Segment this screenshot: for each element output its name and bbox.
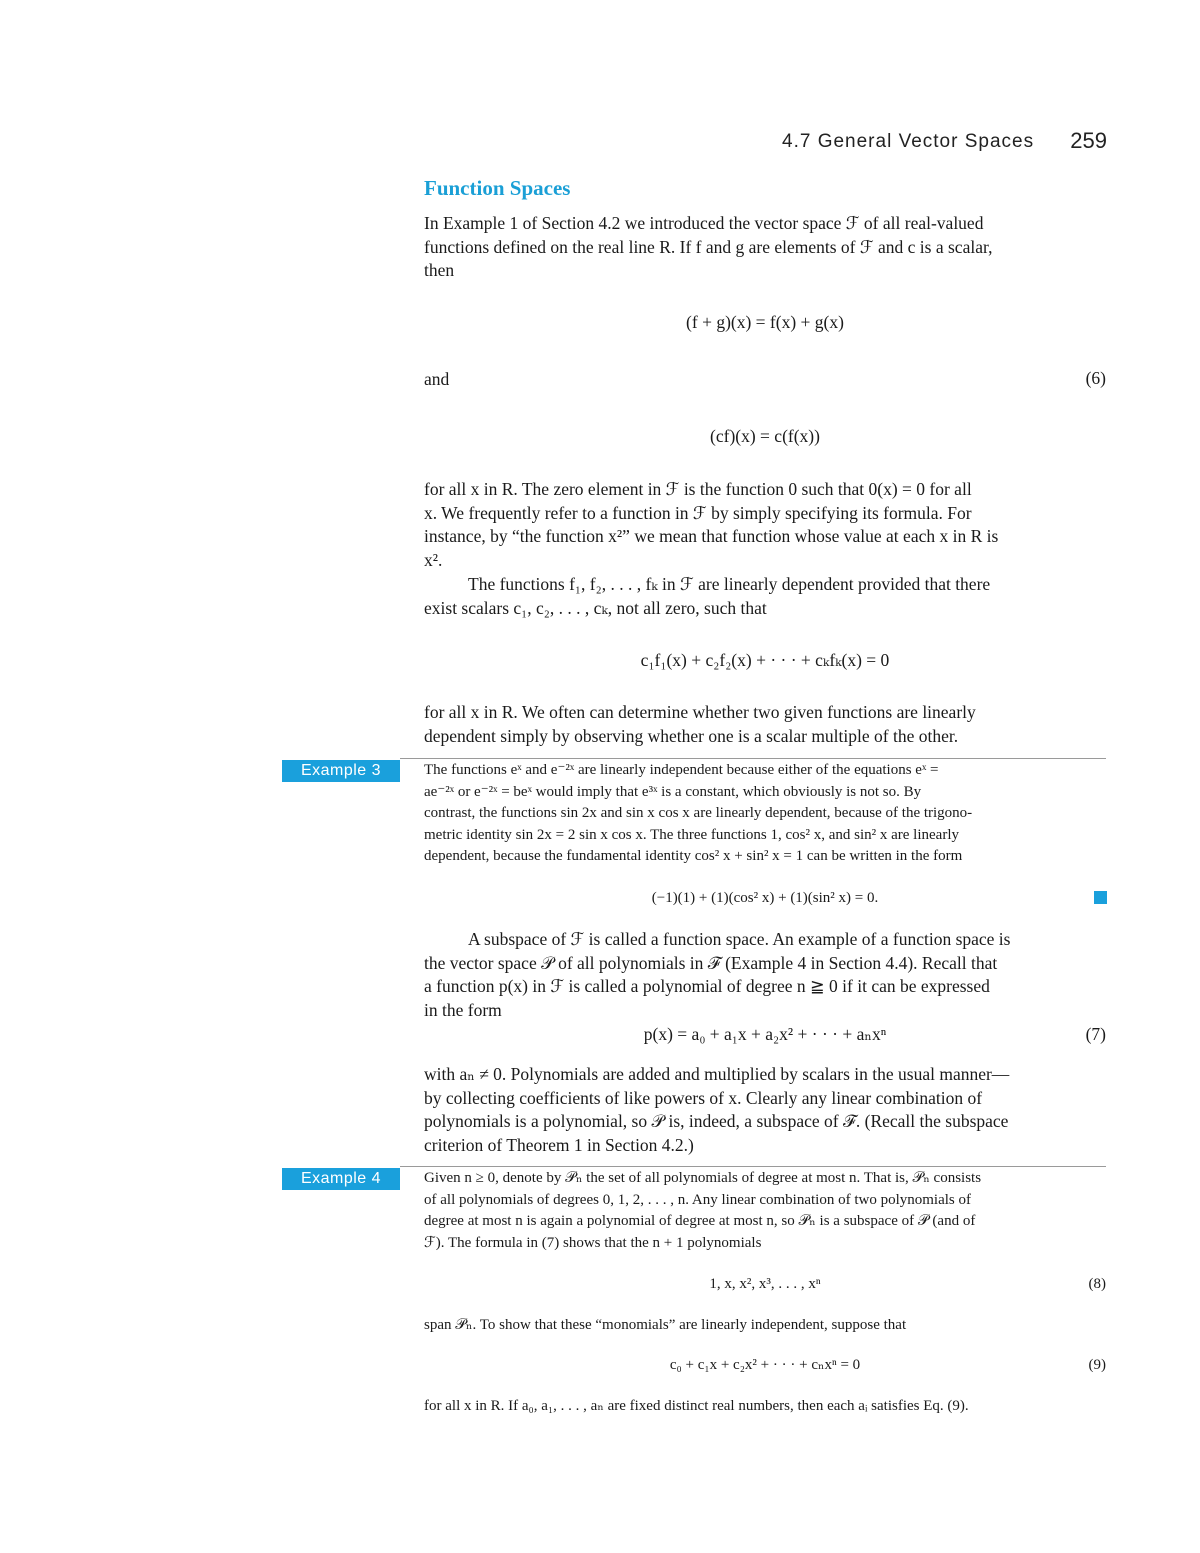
dependence-paragraph <box>424 573 1106 620</box>
span-line: span 𝒫ₙ. To show that these “monomials” are linearly independent, suppose that <box>424 1317 907 1333</box>
text-line: functions defined on the real line R. If f and g are elements of ℱ and c is a scalar, <box>424 236 993 257</box>
example-4-label: Example 4 <box>282 1168 400 1190</box>
final-line: for all x in R. If a₀, a₁, . . . , aₙ are fixed distinct real numbers, then each aᵢ satisfies Eq. (9). <box>424 1398 969 1414</box>
equation-number-6: (6) <box>1085 368 1106 388</box>
zero-element-paragraph <box>424 478 1106 572</box>
example-3-label: Example 3 <box>282 760 400 782</box>
monomials-equation: 1, x, x², x³, . . . , xⁿ <box>709 1276 821 1292</box>
text-line: criterion of Theorem 1 in Section 4.2.) <box>424 1134 694 1155</box>
section-title: Function Spaces <box>424 176 571 200</box>
equation-scalar: (cf)(x) = c(f(x)) <box>710 426 820 446</box>
polynomial-equation: p(x) = a₀ + a₁x + a₂x² + · · · + aₙxⁿ <box>643 1024 887 1044</box>
subspace-paragraph <box>424 928 1106 1022</box>
example-3-equation: (−1)(1) + (1)(cos² x) + (1)(sin² x) = 0. <box>651 890 879 906</box>
text-line: the vector space 𝒫 of all polynomials in ℱ (Example 4 in Section 4.4). Recall that <box>424 952 998 973</box>
example-rule <box>400 758 1106 759</box>
text-line: A subspace of ℱ is called a function space. An example of a function space is <box>468 929 1011 949</box>
text-line: with aₙ ≠ 0. Polynomials are added and multiplied by scalars in the usual manner— <box>424 1064 1010 1084</box>
text-line: in the form <box>424 999 502 1020</box>
text-line: for all x in R. The zero element in ℱ is the function 0 such that 0(x) = 0 for all <box>424 479 972 499</box>
equation-connector-and: and <box>424 369 450 389</box>
text-line: a function p(x) in ℱ is called a polynomial of degree n ≧ 0 if it can be expressed <box>424 976 990 996</box>
example-3-body <box>424 760 1106 868</box>
text-line: The functions eˣ and e⁻²ˣ are linearly independent because either of the equations eˣ = <box>424 762 939 778</box>
text-line: exist scalars c₁, c₂, . . . , cₖ, not all zero, such that <box>424 597 767 618</box>
header-title: 4.7 General Vector Spaces <box>782 131 1035 152</box>
equation-number-8: (8) <box>1088 1276 1106 1292</box>
text-line: metric identity sin 2x = 2 sin x cos x. The three functions 1, cos² x, and sin² x are linearly <box>424 826 959 843</box>
monomial-sum-equation: c₀ + c₁x + c₂x² + · · · + cₙxⁿ = 0 <box>669 1357 861 1373</box>
text-line: then <box>424 260 455 280</box>
text-line: of all polynomials of degrees 0, 1, 2, . . . , n. Any linear combination of two polynomials of <box>424 1191 971 1208</box>
text-line: x². <box>424 549 443 570</box>
text-line: ae⁻²ˣ or e⁻²ˣ = beˣ would imply that e³ˣ is a constant, which obviously is not so. By <box>424 783 922 800</box>
end-of-example-icon <box>1094 891 1107 904</box>
dependence-equation: c₁f₁(x) + c₂f₂(x) + · · · + cₖfₖ(x) = 0 <box>640 650 890 670</box>
equation-number-7: (7) <box>1085 1024 1106 1044</box>
text-line: dependent simply by observing whether one is a scalar multiple of the other. <box>424 725 959 746</box>
page-number: 259 <box>1070 128 1107 153</box>
text-line: for all x in R. We often can determine whether two given functions are linearly <box>424 702 976 722</box>
text-line: polynomials is a polynomial, so 𝒫 is, indeed, a subspace of ℱ. (Recall the subspace <box>424 1111 1009 1131</box>
equation-sum: (f + g)(x) = f(x) + g(x) <box>686 312 844 332</box>
text-line: degree at most n is again a polynomial of degree at most n, so 𝒫ₙ is a subspace of 𝒫 (and of <box>424 1213 976 1229</box>
text-line: dependent, because the fundamental identity cos² x + sin² x = 1 can be written in the form <box>424 848 963 864</box>
example-rule <box>400 1166 1106 1167</box>
text-line: ℱ). The formula in (7) shows that the n + 1 polynomials <box>424 1234 762 1251</box>
polynomial-paragraph <box>424 1063 1106 1157</box>
running-header <box>782 128 1107 158</box>
text-line: In Example 1 of Section 4.2 we introduced the vector space ℱ of all real-valued <box>424 213 984 233</box>
intro-paragraph <box>424 212 1106 283</box>
example-4-body <box>424 1168 1106 1254</box>
text-line: The functions f₁, f₂, . . . , fₖ in ℱ are linearly dependent provided that there <box>468 574 991 594</box>
text-line: by collecting coefficients of like powers of x. Clearly any linear combination of <box>424 1087 983 1108</box>
text-line: contrast, the functions sin 2x and sin x cos x are linearly dependent, because of the trigono- <box>424 805 973 821</box>
text-line: x. We frequently refer to a function in ℱ by simply specifying its formula. For <box>424 502 972 523</box>
text-line: Given n ≥ 0, denote by 𝒫ₙ the set of all polynomials of degree at most n. That is, 𝒫ₙ consists <box>424 1170 982 1186</box>
equation-number-9: (9) <box>1088 1357 1106 1373</box>
text-line: instance, by “the function x²” we mean that function whose value at each x in R is <box>424 526 999 546</box>
dependence-followup <box>424 701 1106 748</box>
